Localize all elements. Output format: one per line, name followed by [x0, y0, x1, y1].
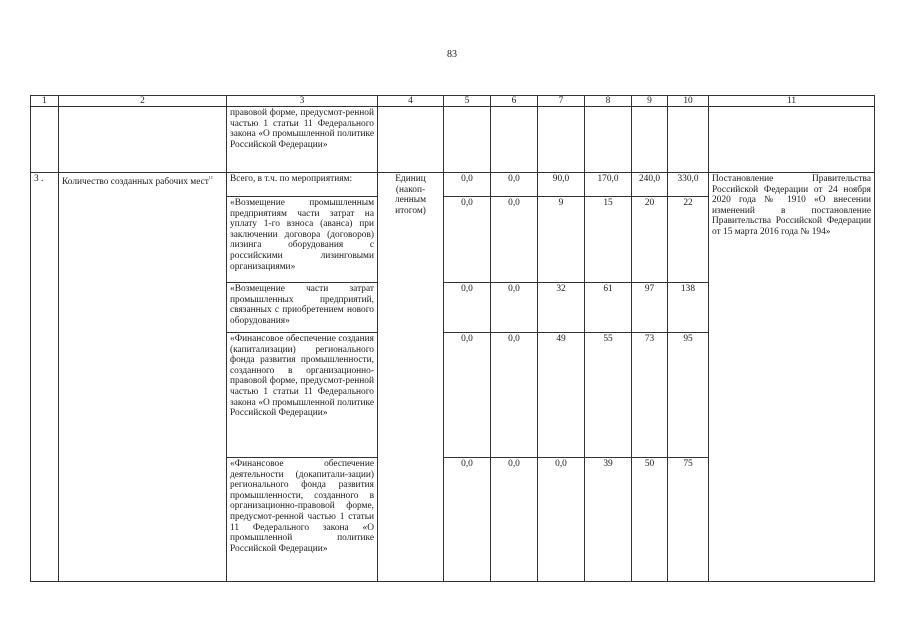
value-cell: 90,0	[538, 173, 585, 197]
value-cell: 0,0	[538, 458, 585, 582]
column-number: 11	[709, 96, 875, 107]
column-number-row	[31, 96, 875, 107]
column-number: 6	[491, 96, 538, 107]
column-number: 7	[538, 96, 585, 107]
value-cell: 0,0	[491, 458, 538, 582]
value-cell: 9	[538, 197, 585, 283]
measure-description: «Финансовое обеспечение создания (капитализации) регионального фонда развития промышленности, созданного в организационно-правовой форме, предусмот-ренной частью 1 статьи 11 Федерального закона «О промышленной политике Российской Федерации»	[227, 333, 378, 458]
value-cell: 15	[585, 197, 632, 283]
value-cell: 61	[585, 283, 632, 333]
value-cell: 32	[538, 283, 585, 333]
value-cell: 20	[632, 197, 668, 283]
value-cell: 0,0	[444, 333, 491, 458]
table-row	[31, 173, 875, 197]
value-cell: 330,0	[668, 173, 709, 197]
source-document: Постановление Правительства Российской Федерации от 24 ноября 2020 года № 1910 «О внесении изменений в постановление Правительства Российской Федерации от 15 марта 2016 года № 194»	[709, 173, 875, 582]
value-cell: 0,0	[491, 283, 538, 333]
column-number: 3	[227, 96, 378, 107]
measure-description: «Финансовое обеспечение деятельности (докапитали-зации) регионального фонда развития промышленности, созданного в организационно-правовой форме, предусмот-ренной частью 1 статьи 11 Федерального закона «О промышленной политике Российской Федерации»	[227, 458, 378, 582]
value-cell: 170,0	[585, 173, 632, 197]
value-cell: 138	[668, 283, 709, 333]
page-number: 83	[447, 49, 457, 60]
column-number: 2	[59, 96, 227, 107]
unit-cell: Единиц (накоп-ленным итогом)	[378, 173, 444, 283]
value-cell: 0,0	[491, 333, 538, 458]
column-number: 8	[585, 96, 632, 107]
value-cell: 97	[632, 283, 668, 333]
column-number: 10	[668, 96, 709, 107]
value-cell: 0,0	[444, 173, 491, 197]
column-number: 4	[378, 96, 444, 107]
value-cell: 0,0	[491, 173, 538, 197]
value-cell: 73	[632, 333, 668, 458]
value-cell: 75	[668, 458, 709, 582]
column-number: 1	[31, 96, 59, 107]
value-cell: 22	[668, 197, 709, 283]
value-cell: 50	[632, 458, 668, 582]
measure-description: «Возмещение промышленным предприятиям части затрат на уплату 1-го взноса (аванса) при заключении договора (договоров) лизинга оборудования с российскими лизинговыми организациями»	[227, 197, 378, 283]
indicator-name: Количество созданных рабочих мест$^{^{12}}$	[59, 173, 227, 582]
column-number: 5	[444, 96, 491, 107]
value-cell: 49	[538, 333, 585, 458]
measure-description: Всего, в т.ч. по мероприятиям:	[227, 173, 378, 197]
value-cell: 55	[585, 333, 632, 458]
value-cell: 95	[668, 333, 709, 458]
value-cell: 39	[585, 458, 632, 582]
row-index: 3 .	[31, 173, 59, 582]
continuation-row	[31, 107, 875, 173]
value-cell: 0,0	[444, 197, 491, 283]
measure-description: «Возмещение части затрат промышленных предприятий, связанных с приобретением нового оборудования»	[227, 283, 378, 333]
footnote-ref: ¹²	[208, 176, 213, 182]
value-cell: 0,0	[491, 197, 538, 283]
indicators-table	[30, 95, 875, 582]
value-cell: 0,0	[444, 283, 491, 333]
value-cell: 240,0	[632, 173, 668, 197]
value-cell: 0,0	[444, 458, 491, 582]
column-number: 9	[632, 96, 668, 107]
measure-description: правовой форме, предусмот-ренной частью 1 статьи 11 Федерального закона «О промышленной политике Российской Федерации»	[227, 107, 378, 173]
